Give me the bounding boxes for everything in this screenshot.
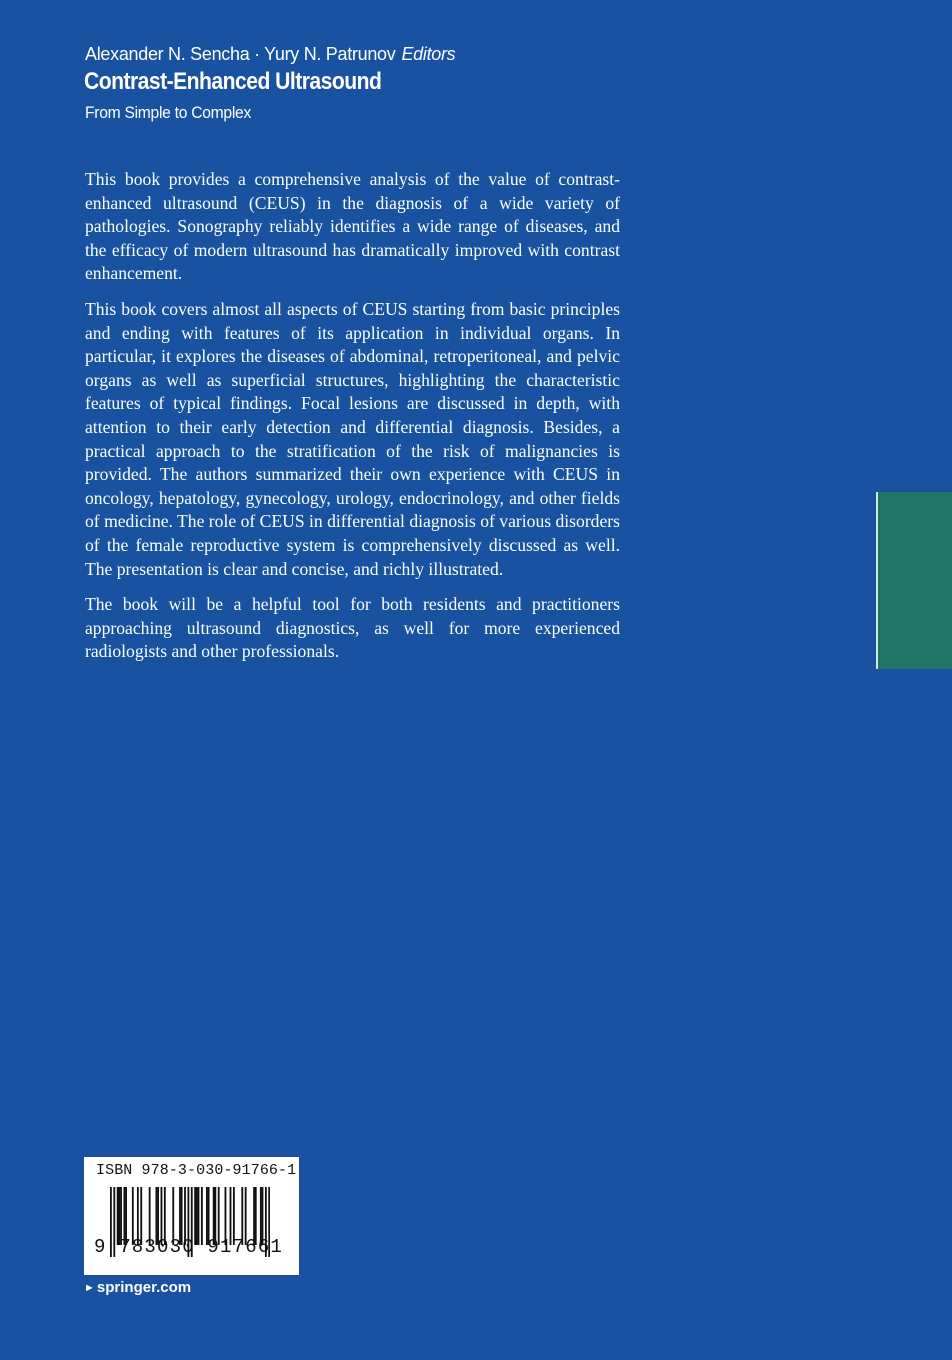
isbn-label: ISBN 978-3-030-91766-1 (96, 1162, 297, 1179)
book-subtitle: From Simple to Complex (85, 103, 252, 122)
right-triangle-icon: ► (84, 1282, 95, 1294)
description-paragraph-1: This book provides a comprehensive analysis of the value of contrast-enhanced ultrasound (CEUS) in the diagnosis of a wide variety of pathologies. Sonography reliably identifies a wide range of diseases, and the efficacy of modern ultrasound has dramatically improved with contrast enhancement. (85, 169, 620, 284)
editors-line (85, 44, 455, 65)
book-description (85, 168, 620, 676)
publisher-link[interactable] (84, 1279, 191, 1296)
side-color-tab (876, 492, 952, 669)
book-title: Contrast-Enhanced Ultrasound (84, 68, 382, 95)
isbn-barcode-box (84, 1157, 299, 1275)
publisher-url: springer.com (96, 1279, 192, 1296)
description-paragraph-2: This book covers almost all aspects of CEUS starting from basic principles and ending with features of its application in individual organs. In particular, it explores the diseases of abdominal, retroperitoneal, and pelvic organs as well as superficial structures, highlighting the characteristic features of typical findings. Focal lesions are discussed in depth, with attention to their early detection and differential diagnosis. Besides, a practical approach to the stratification of the risk of malignancies is provided. The authors summarized their own experience with CEUS in oncology, hepatology, gynecology, urology, endocrinology, and other fields of medicine. The role of CEUS in differential diagnosis of various disorders of the female reproductive system is comprehensively discussed as well. The presentation is clear and concise, and richly illustrated. (85, 298, 620, 579)
editors-role: Editors (401, 44, 456, 64)
barcode-digits: 9 783030 917661 (94, 1236, 284, 1258)
editors-names: Alexander N. Sencha · Yury N. Patrunov (85, 44, 396, 64)
description-paragraph-3: The book will be a helpful tool for both residents and practitioners approaching ultrasound diagnostics, as well for more experienced radiologists and other professionals. (85, 594, 620, 662)
